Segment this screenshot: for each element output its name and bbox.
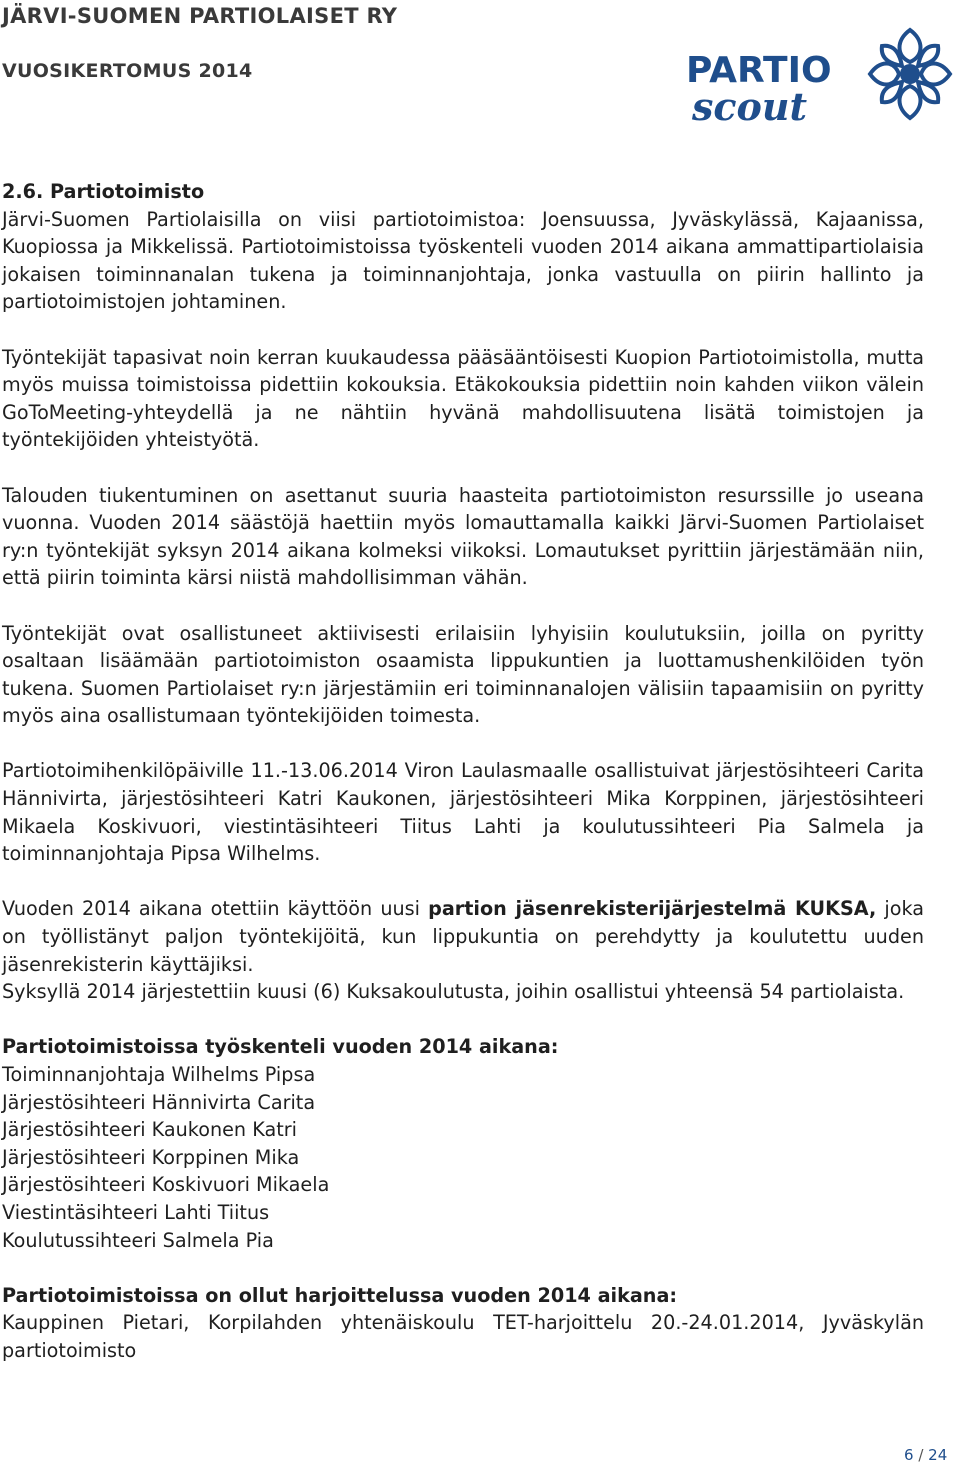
paragraph-offices: Järvi-Suomen Partiolaisilla on viisi partiotoimistoa: Joensuussa, Jyväskylässä, Kajaanissa, Kuopiossa ja Mikkelissä. Partiotoimistoissa työskenteli vuoden 2014 aikana ammattipartiolaisia jokaisen toiminnanalan tukena ja toiminnanjohtaja, jonka vastuulla on piirin hallinto ja partiotoimistojen johtaminen. bbox=[2, 207, 924, 314]
partio-scout-logo bbox=[684, 24, 954, 124]
paragraph-kuksa-training: Syksyllä 2014 järjestettiin kuusi (6) Kuksakoulutusta, joihin osallistui yhteensä 54 partiolaista. bbox=[2, 980, 905, 1004]
page-number bbox=[904, 1446, 947, 1464]
kuksa-text-before: Vuoden 2014 aikana otettiin käyttöön uusi bbox=[2, 897, 429, 921]
logo-scout-text: scout bbox=[692, 84, 808, 124]
organization-name: JÄRVI-SUOMEN PARTIOLAISET RY bbox=[2, 4, 398, 28]
paragraph-kuksa bbox=[2, 895, 924, 978]
kuksa-text-after: joka on työllistänyt paljon työntekijöitä, kun lippukuntia on perehdytty ja koulutettu uuden jäsenrekisterin käyttäjiksi. bbox=[2, 897, 924, 976]
logo-partio-text: PARTIO bbox=[686, 50, 832, 91]
paragraph-economy: Talouden tiukentuminen on asettanut suuria haasteita partiotoimiston resurssille jo useana vuonna. Vuoden 2014 säästöjä haettiin myös lomauttamalla kaikki Järvi-Suomen Partiolaiset ry:n työntekijät syksyn 2014 aikana kolmeksi viikoksi. Lomautukset pyrittiin järjestämään niin, että piirin toiminta kärsi niistä mahdollisimman vähän. bbox=[2, 483, 924, 590]
report-title: VUOSIKERTOMUS 2014 bbox=[2, 60, 253, 82]
staff-item: Järjestösihteeri Hännivirta Carita bbox=[2, 1090, 316, 1114]
staff-item: Järjestösihteeri Kaukonen Katri bbox=[2, 1118, 297, 1142]
staff-list bbox=[2, 1061, 924, 1254]
section-content bbox=[2, 178, 924, 1365]
staff-item: Järjestösihteeri Koskivuori Mikaela bbox=[2, 1173, 330, 1197]
paragraph-staff-days: Partiotoimihenkilöpäiville 11.-13.06.2014 Viron Laulasmaalle osallistuivat järjestösihteeri Carita Hännivirta, järjestösihteeri Katri Kaukonen, järjestösihteeri Mika Korppinen, järjestösihteeri Mikaela Koskivuori, viestintäsihteeri Tiitus Lahti ja koulutussihteeri Pia Salmela ja toiminnanjohtaja Pipsa Wilhelms. bbox=[2, 759, 924, 866]
page-separator: / bbox=[918, 1446, 924, 1464]
paragraph-meetings: Työntekijät tapasivat noin kerran kuukaudessa pääsääntöisesti Kuopion Partiotoimistolla, mutta myös muissa toimistoissa pidettiin kokouksia. Etäkokouksia pidettiin noin kahden viikon välein GoToMeeting-yhteydellä ja ne nähtiin hyvänä mahdollisuutena lisätä toimistojen ja työntekijöiden yhteistyötä. bbox=[2, 345, 924, 452]
kuksa-text-bold: partion jäsenrekisterijärjestelmä KUKSA, bbox=[428, 897, 877, 921]
trainee-text: Kauppinen Pietari, Korpilahden yhtenäiskoulu TET-harjoittelu 20.-24.01.2014, Jyväskylän partiotoimisto bbox=[2, 1311, 924, 1362]
section-heading: 2.6. Partiotoimisto bbox=[2, 180, 205, 203]
scout-emblem-icon bbox=[870, 30, 950, 118]
staff-item: Järjestösihteeri Korppinen Mika bbox=[2, 1145, 300, 1169]
trainee-heading: Partiotoimistoissa on ollut harjoittelussa vuoden 2014 aikana: bbox=[2, 1283, 678, 1307]
paragraph-trainings: Työntekijät ovat osallistuneet aktiivisesti erilaisiin lyhyisiin koulutuksiin, joilla on pyritty osaltaan lisäämään partiotoimiston osaamista lippukuntien ja luottamushenkilöiden työn tukena. Suomen Partiolaiset ry:n järjestämiin eri toiminnanalojen välisiin tapaamisiin on pyritty myös aina osallistumaan työntekijöiden toimesta. bbox=[2, 621, 924, 728]
staff-item: Toiminnanjohtaja Wilhelms Pipsa bbox=[2, 1063, 316, 1086]
staff-heading: Partiotoimistoissa työskenteli vuoden 2014 aikana: bbox=[2, 1035, 559, 1059]
staff-item: Koulutussihteeri Salmela Pia bbox=[2, 1228, 274, 1252]
page-total: 24 bbox=[928, 1446, 948, 1464]
staff-item: Viestintäsihteeri Lahti Tiitus bbox=[2, 1200, 270, 1224]
page-current: 6 bbox=[904, 1446, 914, 1464]
